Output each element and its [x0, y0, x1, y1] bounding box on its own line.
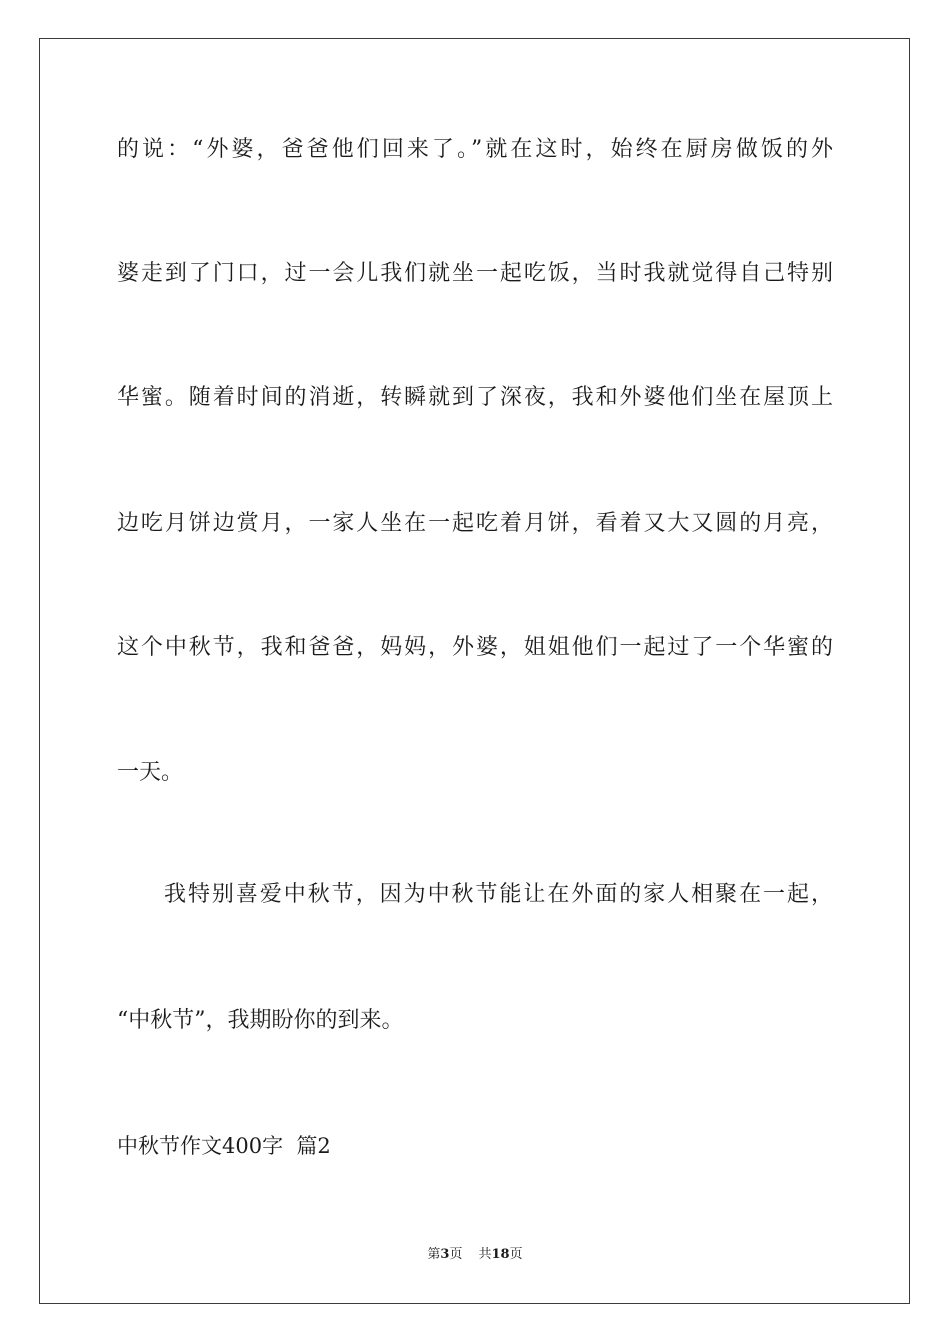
text-line: 边吃月饼边赏月，一家人坐在一起吃着月饼，看着又大又圆的月亮， [117, 511, 833, 536]
page-footer [0, 1246, 950, 1264]
text-line: 婆走到了门口，过一会儿我们就坐一起吃饭，当时我就觉得自己特别 [117, 261, 833, 286]
text-line: 这个中秋节，我和爸爸，妈妈，外婆，姐姐他们一起过了一个华蜜的 [117, 635, 833, 660]
footer-total-prefix: 共 [478, 1247, 492, 1262]
text-line: “中秋节”，我期盼你的到来。 [117, 1008, 404, 1033]
text-line: 华蜜。随着时间的消逝，转瞬就到了深夜，我和外婆他们坐在屋顶上 [117, 385, 833, 410]
page-border [39, 38, 910, 1304]
section-heading: 中秋节作文400字 篇2 [117, 1134, 331, 1158]
text-line: 的说：“外婆，爸爸他们回来了。”就在这时，始终在厨房做饭的外 [117, 137, 833, 162]
footer-page-number: 3 [440, 1247, 450, 1262]
footer-page-suffix: 页 [449, 1247, 463, 1262]
footer-total-pages: 18 [491, 1247, 510, 1262]
footer-prefix: 第 [427, 1247, 441, 1262]
text-line: 我特别喜爱中秋节，因为中秋节能让在外面的家人相聚在一起， [164, 882, 833, 907]
footer-total-suffix: 页 [509, 1247, 523, 1262]
text-line: 一天。 [117, 760, 184, 785]
